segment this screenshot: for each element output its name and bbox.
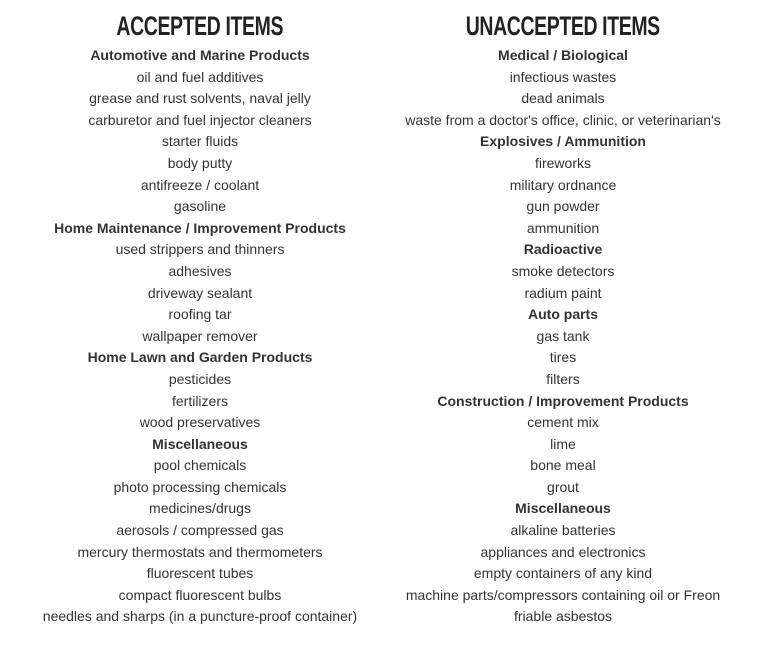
category-heading: Automotive and Marine Products (90, 47, 310, 63)
list-item: medicines/drugs (149, 500, 251, 517)
list-item: lime (550, 435, 576, 452)
list-item: smoke detectors (511, 262, 615, 279)
list-item: mercury thermostats and thermometers (77, 543, 323, 560)
list-item: waste from a doctor's office, clinic, or veterinarian's (405, 111, 721, 128)
list-item: photo processing chemicals (113, 478, 287, 495)
list-item: fluorescent tubes (146, 565, 254, 582)
list-item: infectious wastes (509, 68, 617, 85)
list-item: military ordnance (509, 176, 617, 193)
list-item: grease and rust solvents, naval jelly (89, 90, 311, 107)
list-item: friable asbestos (513, 608, 613, 625)
list-item: used strippers and thinners (115, 241, 285, 258)
list-item: gasoline (173, 198, 227, 215)
list-item: starter fluids (161, 133, 239, 150)
list-item: pool chemicals (153, 457, 247, 474)
accepted-items-column (0, 8, 400, 628)
category-heading: Construction / Improvement Products (437, 392, 689, 409)
list-item: body putty (167, 154, 233, 171)
list-item: bone meal (530, 457, 596, 474)
list-item: ammunition (526, 219, 600, 236)
list-item: filters (546, 370, 580, 387)
list-item: appliances and electronics (480, 543, 646, 560)
category-heading: Auto parts (528, 306, 598, 323)
category-heading: Explosives / Ammunition (480, 133, 646, 150)
list-item: oil and fuel additives (136, 68, 264, 85)
list-item: fertilizers (171, 392, 228, 409)
list-item: cement mix (527, 414, 599, 431)
accepted-items-list (0, 45, 400, 628)
category-heading: Miscellaneous (152, 435, 248, 452)
list-item: machine parts/compressors containing oil or Freon (405, 586, 721, 603)
list-item: roofing tar (168, 306, 232, 323)
list-item: empty containers of any kind (473, 565, 653, 582)
list-item: aerosols / compressed gas (116, 522, 284, 539)
unaccepted-items-list (372, 45, 754, 628)
list-item: wallpaper remover (142, 327, 258, 344)
list-item: driveway sealant (147, 284, 253, 301)
list-item: radium paint (524, 284, 602, 301)
list-item: carburetor and fuel injector cleaners (88, 111, 312, 128)
category-heading: Radioactive (523, 241, 603, 258)
list-item: gas tank (536, 327, 590, 344)
list-item: fireworks (534, 154, 591, 171)
category-heading: Home Maintenance / Improvement Products (54, 219, 346, 236)
category-heading: Miscellaneous (515, 500, 611, 517)
list-item: gun powder (526, 198, 600, 215)
unaccepted-items-column (372, 8, 754, 628)
list-item: antifreeze / coolant (140, 176, 260, 193)
list-item: dead animals (521, 90, 605, 107)
list-item: compact fluorescent bulbs (118, 586, 282, 603)
category-heading: Home Lawn and Garden Products (87, 349, 313, 366)
unaccepted-items-heading: UNACCEPTED ITEMS (465, 11, 661, 41)
list-item: wood preservatives (139, 414, 261, 431)
list-item: alkaline batteries (510, 522, 616, 539)
list-item: adhesives (168, 262, 232, 279)
accepted-items-heading: ACCEPTED ITEMS (116, 11, 284, 41)
category-heading: Medical / Biological (498, 47, 628, 63)
list-item: pesticides (168, 370, 232, 387)
list-item: tires (549, 349, 577, 366)
list-item: needles and sharps (in a puncture-proof container) (42, 608, 358, 625)
list-item: grout (547, 478, 579, 495)
